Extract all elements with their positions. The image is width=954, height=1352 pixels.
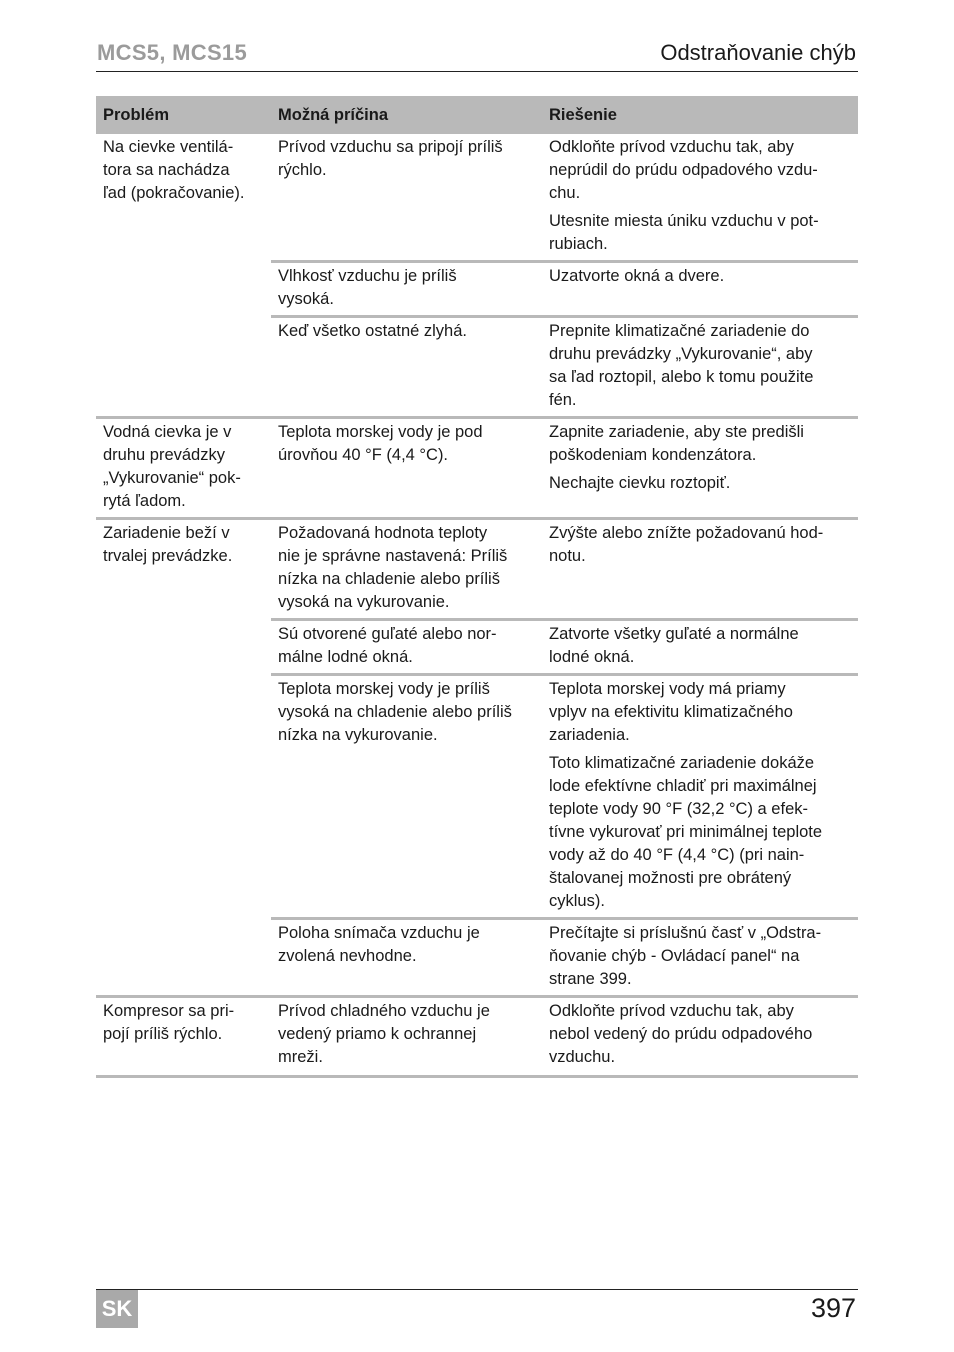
table-row	[96, 418, 858, 519]
solution-cell	[542, 418, 858, 519]
footer-rule	[96, 1289, 858, 1290]
solution-paragraph: Odkloňte prívod vzduchu tak, aby neprúdil do prúdu odpadového vzdu- chu.	[549, 138, 818, 202]
table-row	[96, 134, 858, 262]
solution-paragraph: Prečítajte si príslušnú časť v „Odstra- ňovanie chýb - Ovládací panel“ na strane 399.	[549, 924, 822, 988]
cause-cell: Prívod chladného vzduchu je vedený priamo k ochrannej mreži.	[271, 997, 542, 1077]
solution-paragraph: Toto klimatizačné zariadenie dokáže lode efektívne chladiť pri maximálnej teplote vody 90 °F (32,2 °C) a efek- tívne vykurovať pri minimálnej teplote vody až do 40 °F (4,4 °C) (pri nain- štalovanej možnosti pre obrátený cyklus).	[549, 754, 823, 910]
solution-cell	[542, 519, 858, 620]
language-badge: SK	[96, 1290, 138, 1328]
page-number: 397	[810, 1293, 856, 1323]
solution-cell	[542, 997, 858, 1077]
solution-cell	[542, 620, 858, 675]
troubleshooting-table	[96, 96, 858, 1078]
solution-paragraph: Zatvorte všetky guľaté a normálne lodné okná.	[549, 625, 799, 666]
solution-cell	[542, 675, 858, 919]
solution-paragraph: Zvýšte alebo znížte požadovanú hod- notu.	[549, 524, 824, 565]
solution-cell	[542, 134, 858, 262]
solution-paragraph: Odkloňte prívod vzduchu tak, aby nebol vedený do prúdu odpadového vzduchu.	[549, 1002, 813, 1066]
cause-cell: Poloha snímača vzduchu je zvolená nevhodne.	[271, 919, 542, 997]
cause-cell: Teplota morskej vody je príliš vysoká na chladenie alebo príliš nízka na vykurovanie.	[271, 675, 542, 919]
product-name: MCS5, MCS15	[97, 40, 248, 65]
table-row	[96, 519, 858, 620]
column-header-cause: Možná príčina	[271, 96, 542, 134]
solution-paragraph: Utesnite miesta úniku vzduchu v pot- rubiach.	[549, 212, 819, 253]
cause-cell: Teplota morskej vody je pod úrovňou 40 °F (4,4 °C).	[271, 418, 542, 519]
solution-paragraph: Uzatvorte okná a dvere.	[549, 267, 725, 285]
table-body	[96, 134, 858, 1077]
table-row	[96, 997, 858, 1077]
cause-cell: Požadovaná hodnota teploty nie je správne nastavená: Príliš nízka na chladenie alebo príliš vysoká na vykurovanie.	[271, 519, 542, 620]
problem-cell: Zariadenie beží v trvalej prevádzke.	[96, 519, 271, 997]
solution-cell	[542, 919, 858, 997]
problem-cell: Na cievke ventilá- tora sa nachádza ľad (pokračovanie).	[103, 138, 245, 202]
cause-cell: Sú otvorené guľaté alebo nor- málne lodné okná.	[271, 620, 542, 675]
cause-cell: Keď všetko ostatné zlyhá.	[271, 317, 542, 418]
cause-cell: Vlhkosť vzduchu je príliš vysoká.	[271, 262, 542, 317]
solution-paragraph: Nechajte cievku roztopiť.	[549, 474, 731, 492]
cause-cell: Prívod vzduchu sa pripojí príliš rýchlo.	[278, 138, 503, 179]
table-header-row	[96, 96, 858, 134]
solution-cell	[542, 317, 858, 418]
solution-cell	[542, 262, 858, 317]
problem-cell: Vodná cievka je v druhu prevádzky „Vykurovanie“ pok- rytá ľadom.	[96, 418, 271, 519]
column-header-problem: Problém	[96, 96, 271, 134]
solution-paragraph: Zapnite zariadenie, aby ste predišli poškodeniam kondenzátora.	[549, 423, 804, 464]
column-header-solution: Riešenie	[542, 96, 858, 134]
problem-cell: Kompresor sa pri- pojí príliš rýchlo.	[96, 997, 271, 1077]
header-rule	[96, 71, 858, 72]
section-title: Odstraňovanie chýb	[660, 40, 856, 65]
solution-paragraph: Teplota morskej vody má priamy vplyv na efektivitu klimatizačného zariadenia.	[549, 680, 793, 744]
solution-paragraph: Prepnite klimatizačné zariadenie do druhu prevádzky „Vykurovanie“, aby sa ľad roztopil, alebo k tomu použite fén.	[549, 322, 814, 409]
